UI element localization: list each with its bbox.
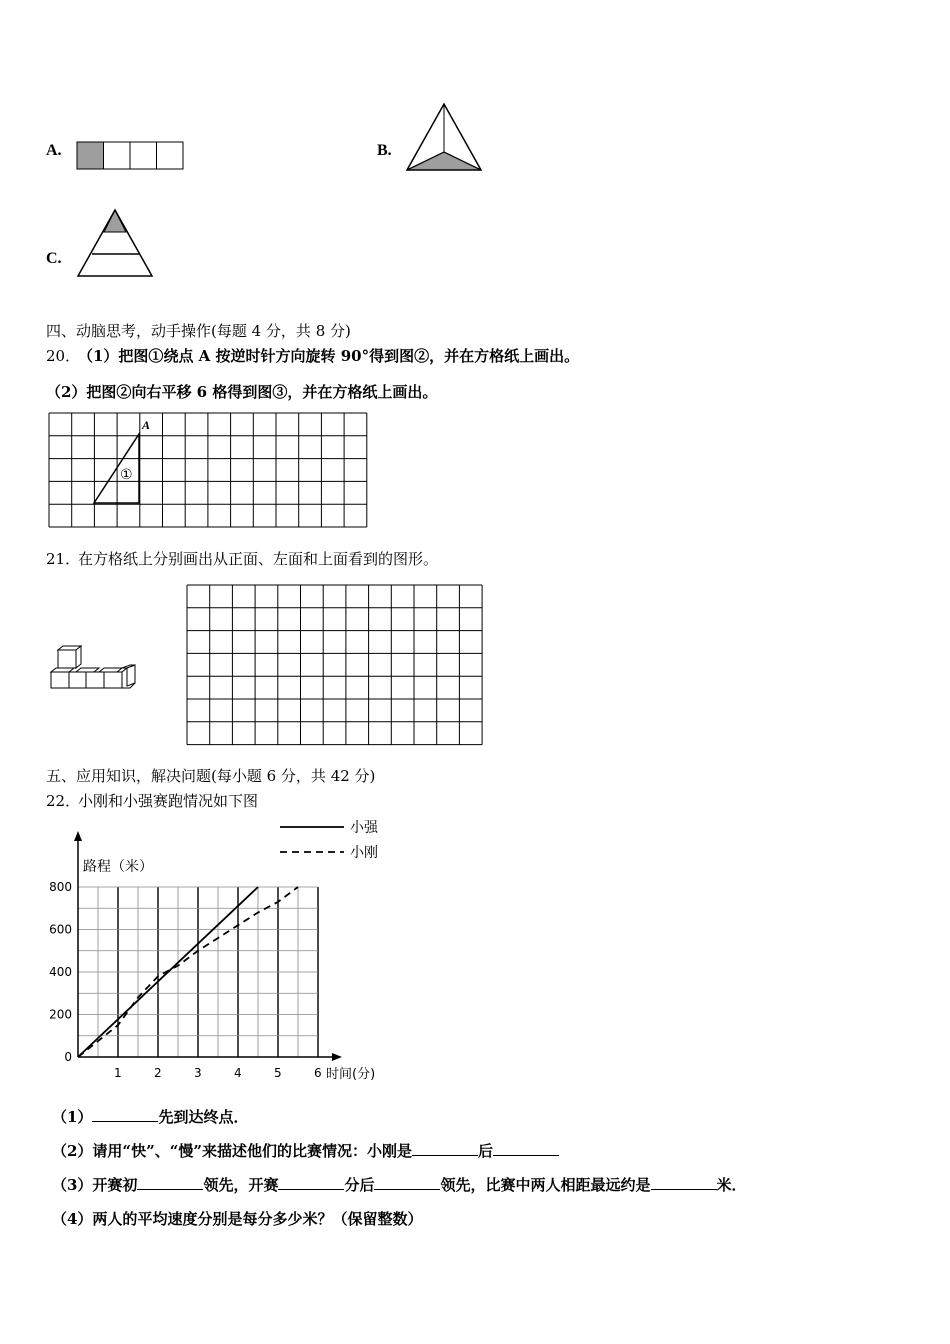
option-a-label: A. <box>46 142 62 159</box>
chart-y-tick-label: 400 <box>49 965 72 979</box>
q21-grid <box>186 584 484 746</box>
chart-y-tick-label: 200 <box>49 1007 72 1022</box>
q22-part3-blank4[interactable] <box>651 1175 717 1190</box>
chart-x-axis-arrow <box>332 1053 342 1061</box>
q20-shape-label: ① <box>120 467 133 483</box>
q22-part2 <box>52 1140 559 1161</box>
chart-x-tick-label: 6 <box>314 1066 322 1080</box>
q22-part2-blank1[interactable] <box>412 1141 478 1156</box>
q21-text: 在方格纸上分别画出从正面、左面和上面看到的图形。 <box>78 550 439 568</box>
chart-x-tick-label: 4 <box>234 1066 242 1080</box>
option-a-figure <box>76 141 186 171</box>
q20-grid <box>48 412 368 527</box>
q22-part3-blank2[interactable] <box>278 1175 344 1190</box>
q22-part1-suffix: 先到达终点． <box>158 1108 249 1126</box>
q20-number: 20． <box>46 347 81 365</box>
chart-x-tick-label: 3 <box>194 1066 202 1080</box>
q20-part2: （2）把图②向右平移 6 格得到图③，并在方格纸上画出。 <box>46 383 438 401</box>
q20-point-a: A <box>142 418 151 432</box>
chart-x-tick-label: 5 <box>274 1066 282 1080</box>
q22-part3 <box>52 1174 747 1195</box>
chart-y-axis-arrow <box>74 831 82 841</box>
chart-x-tick-label: 1 <box>114 1066 122 1080</box>
q20-part1: （1）把图①绕点 A 按逆时针方向旋转 90°得到图②，并在方格纸上画出。 <box>78 347 580 365</box>
q22-part3-text-b: 领先，开赛 <box>203 1176 279 1194</box>
q21-cube-figure <box>50 646 140 691</box>
chart-x-axis-label: 时间(分) <box>326 1067 376 1082</box>
chart-y-tick-label: 600 <box>49 922 72 937</box>
option-b-figure <box>405 102 485 174</box>
q22-part3-text-e: 米． <box>716 1176 747 1194</box>
option-b-label: B. <box>377 142 392 159</box>
q22-part2-blank2[interactable] <box>493 1141 559 1156</box>
q22-number: 22． <box>46 792 81 810</box>
q22-part3-text-a: （3）开赛初 <box>52 1176 138 1194</box>
race-chart <box>40 815 400 1090</box>
q22-part3-text-c: 分后 <box>344 1176 375 1194</box>
q22-text: 小刚和小强赛跑情况如下图 <box>78 792 259 810</box>
chart-y-axis-label: 路程（米） <box>83 859 153 875</box>
option-c-label: C. <box>46 250 62 267</box>
q22-part3-text-d: 领先，比赛中两人相距最远约是 <box>440 1176 651 1194</box>
option-c-figure <box>77 208 157 280</box>
chart-legend-label: 小强 <box>350 820 378 836</box>
chart-x-tick-label: 2 <box>154 1066 162 1080</box>
q22-part4: （4）两人的平均速度分别是每分多少米？（保留整数） <box>52 1210 423 1228</box>
chart-y-tick-label: 800 <box>49 880 72 894</box>
section5-heading: 五、应用知识，解决问题(每小题 6 分，共 42 分) <box>46 767 376 785</box>
q22-part1-prefix: （1） <box>52 1108 93 1126</box>
q21-number: 21． <box>46 550 81 568</box>
q22-part3-blank1[interactable] <box>137 1175 203 1190</box>
q22-part1 <box>52 1106 248 1127</box>
section4-heading: 四、动脑思考，动手操作(每题 4 分，共 8 分) <box>46 322 351 340</box>
chart-y-tick-label: 0 <box>64 1050 72 1064</box>
chart-legend-label: 小刚 <box>350 845 378 861</box>
q22-part2-prefix: （2）请用“快”、“慢”来描述他们的比赛情况：小刚是 <box>52 1142 412 1160</box>
q22-part3-blank3[interactable] <box>374 1175 440 1190</box>
q22-part1-blank[interactable] <box>92 1107 158 1122</box>
q22-part2-mid: 后 <box>477 1142 493 1160</box>
